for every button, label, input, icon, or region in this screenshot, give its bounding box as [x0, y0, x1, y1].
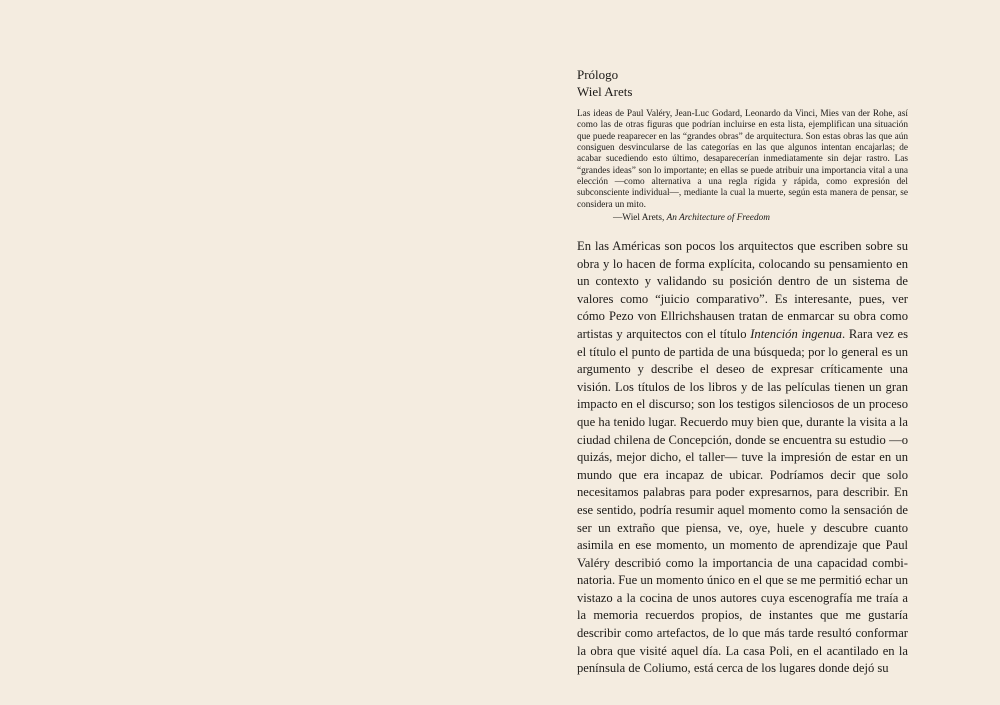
- chapter-author: Wiel Arets: [577, 84, 633, 99]
- right-page: [500, 0, 1000, 705]
- book-title-italic: Intención ingenua: [750, 326, 843, 341]
- body-paragraph: [577, 238, 908, 678]
- body-text-part1: En las Américas son pocos los arquitectos que escriben sobre su obra y lo hacen de forma explícita, colocando su pensamiento en un contexto y validando su posición dentro de un sistema de valores como “juicio comparativo”. Es interesante, pues, ver cómo Pezo von Ellrichshausen tratan de enmarcar su obra como artistas y arquitectos con el título: [577, 239, 908, 341]
- attribution-book-title: An Architecture of Freedom: [666, 213, 770, 223]
- body-text-part2: . Rara vez es el título el punto de partida de una búsqueda; por lo general es un argumento y describe el deseo de expresar críticamente una visión. Los títulos de los libros y de las películas tienen un gran impacto en el discurso; son los testigos silenciosos de un proceso que ha tenido lugar. Recuerdo muy bien que, durante la visita a la ciudad chilena de Concepción, donde se encuentra su estudio —o quizás, mejor dicho, el taller— tuve la impresión de estar en un mundo que era incapaz de ubicar. Podríamos decir que solo necesitamos palabras para poder expresarnos, para describir. En ese sentido, podría resumir aquel momento como la sensación de ser un extraño que piensa, ve, oye, huele y descubre cuanto asimila en ese momento, un momento de aprendizaje que Paul Valéry describió como la importancia de una capacidad combinatoria. Fue un momento único en el que se me permitió echar un vistazo a la cocina de unos autores cuya escenografía me traía a la memoria recuerdos propios, de instantes que me gustaría describir como artefactos, de lo que más tarde resultó conformar la obra que visité aquel día. La casa Poli, en el acantilado en la península de Coliumo, está cerca de los lugares donde dejó su: [577, 326, 908, 676]
- epigraph-attribution: [613, 213, 913, 224]
- chapter-title: Prólogo: [577, 67, 619, 82]
- chapter-heading: [577, 66, 917, 100]
- epigraph-quote: Las ideas de Paul Valéry, Jean-Luc Godard, Leonardo da Vinci, Mies van der Rohe, así como las de otras figuras que podrían incluirse en esta lista, ejemplifican una situación que puede reaparecer en las “grandes obras” de arquitectura. Son estas obras las que aún consiguen desvincularse de las categorías en las que algunos intentan encajarlas; de acabar sucediendo esto último, desaparecerían inmediatamente sin dejar rastro. Las “grandes ideas” son lo importante; en ellas se puede atribuir una importancia vital a una elección —como alternativa a una regla rígida y rápida, como expresión del subconsciente individual—, mediante la cual la muerte, según esta manera de pensar, se considera un mito.: [577, 109, 908, 210]
- attribution-author: —Wiel Arets,: [613, 213, 667, 223]
